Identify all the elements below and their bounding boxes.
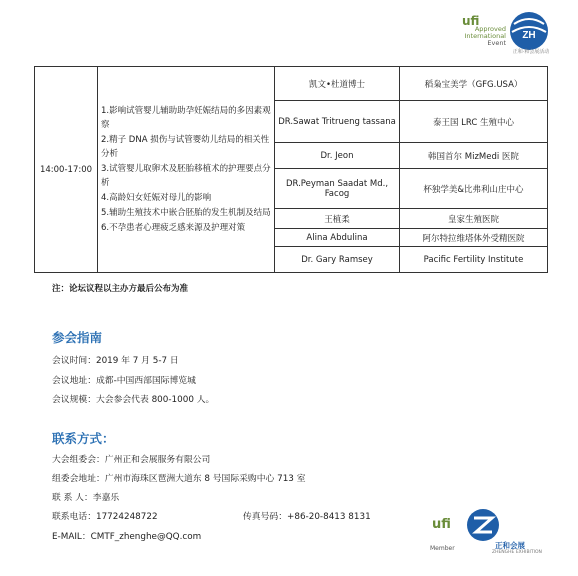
org-cell: Pacific Fertility Institute (400, 247, 548, 273)
topic-item: 5.辅助生殖技术中嵌合胚胎的发生机制及结局 (101, 208, 271, 218)
meeting-scale: 会议规模：大会参会代表 800-1000 人。 (52, 395, 215, 405)
zhenghe-subtitle: ZHENGHE EXHIBITION (492, 550, 542, 555)
speaker-cell: Dr. Gary Ramsey (275, 247, 400, 273)
speaker-cell: 王植柔 (275, 209, 400, 229)
top-logo-caption: 正和·和会展活动 (512, 49, 550, 55)
org-cell: 稻枭宝美学（GFG.USA） (400, 67, 548, 101)
org-cell: 韩国首尔 MizMedi 医院 (400, 143, 548, 169)
org-cell: 皇家生殖医院 (400, 209, 548, 229)
contact-person: 联 系 人：李嘉乐 (52, 493, 120, 503)
guide-title: 参会指南 (52, 330, 103, 345)
member-label: Member (430, 545, 455, 552)
ufi-member-logo: ufi (432, 517, 451, 532)
agenda-note: 注：论坛议程以主办方最后公布为准 (52, 284, 189, 294)
approved-event-label: Approved International Event (464, 25, 506, 47)
topic-item: 4.高龄妇女妊娠对母儿的影响 (101, 193, 212, 203)
schedule-table (34, 66, 548, 273)
time-cell: 14:00-17:00 (35, 67, 98, 273)
topic-item: 6.不孕患者心理疲乏感来源及护理对策 (101, 223, 246, 233)
contact-org: 大会组委会：广州正和会展服务有限公司 (52, 455, 211, 465)
contact-phone: 联系电话：17724248722 (52, 512, 158, 522)
speaker-cell: DR.Sawat Tritrueng tassana (275, 101, 400, 143)
svg-text:ZH: ZH (522, 30, 536, 41)
org-cell: 阿尔特拉维塔体外受精医院 (400, 229, 548, 247)
org-cell: 泰王国 LRC 生殖中心 (400, 101, 548, 143)
zhenghe-logo-icon (466, 508, 500, 542)
topic-item: 3.试管婴儿取卵术及胚胎移植术的护理要点分析 (101, 164, 271, 188)
contact-address: 组委会地址：广州市海珠区琶洲大道东 8 号国际采购中心 713 室 (52, 474, 306, 484)
speaker-cell: DR.Peyman Saadat Md., Facog (275, 169, 400, 209)
ufi-logo: ufi (462, 14, 480, 28)
speaker-cell: Dr. Jeon (275, 143, 400, 169)
meeting-venue: 会议地址：成都-中国西部国际博览城 (52, 376, 196, 386)
speaker-cell: Alina Abdulina (275, 229, 400, 247)
topics-cell (98, 67, 275, 273)
org-cell: 杯独学美&比弗利山庄中心 (400, 169, 548, 209)
contact-fax: 传真号码：+86-20-8413 8131 (243, 512, 371, 522)
zhenghe-name: 正和会展 (495, 541, 525, 550)
meeting-time: 会议时间：2019 年 7 月 5-7 日 (52, 356, 179, 366)
contact-email[interactable]: E-MAIL：CMTF_zhenghe@QQ.com (52, 532, 202, 542)
speaker-cell: 凯文•杜道博士 (275, 67, 400, 101)
zhenghe-globe-logo (508, 10, 550, 52)
topic-item: 1.影响试管婴儿辅助助孕妊娠结局的多因素观察 (101, 106, 271, 130)
topic-item: 2.精子 DNA 损伤与试管婴幼儿结局的相关性分析 (101, 135, 270, 159)
contact-title: 联系方式： (52, 431, 115, 446)
